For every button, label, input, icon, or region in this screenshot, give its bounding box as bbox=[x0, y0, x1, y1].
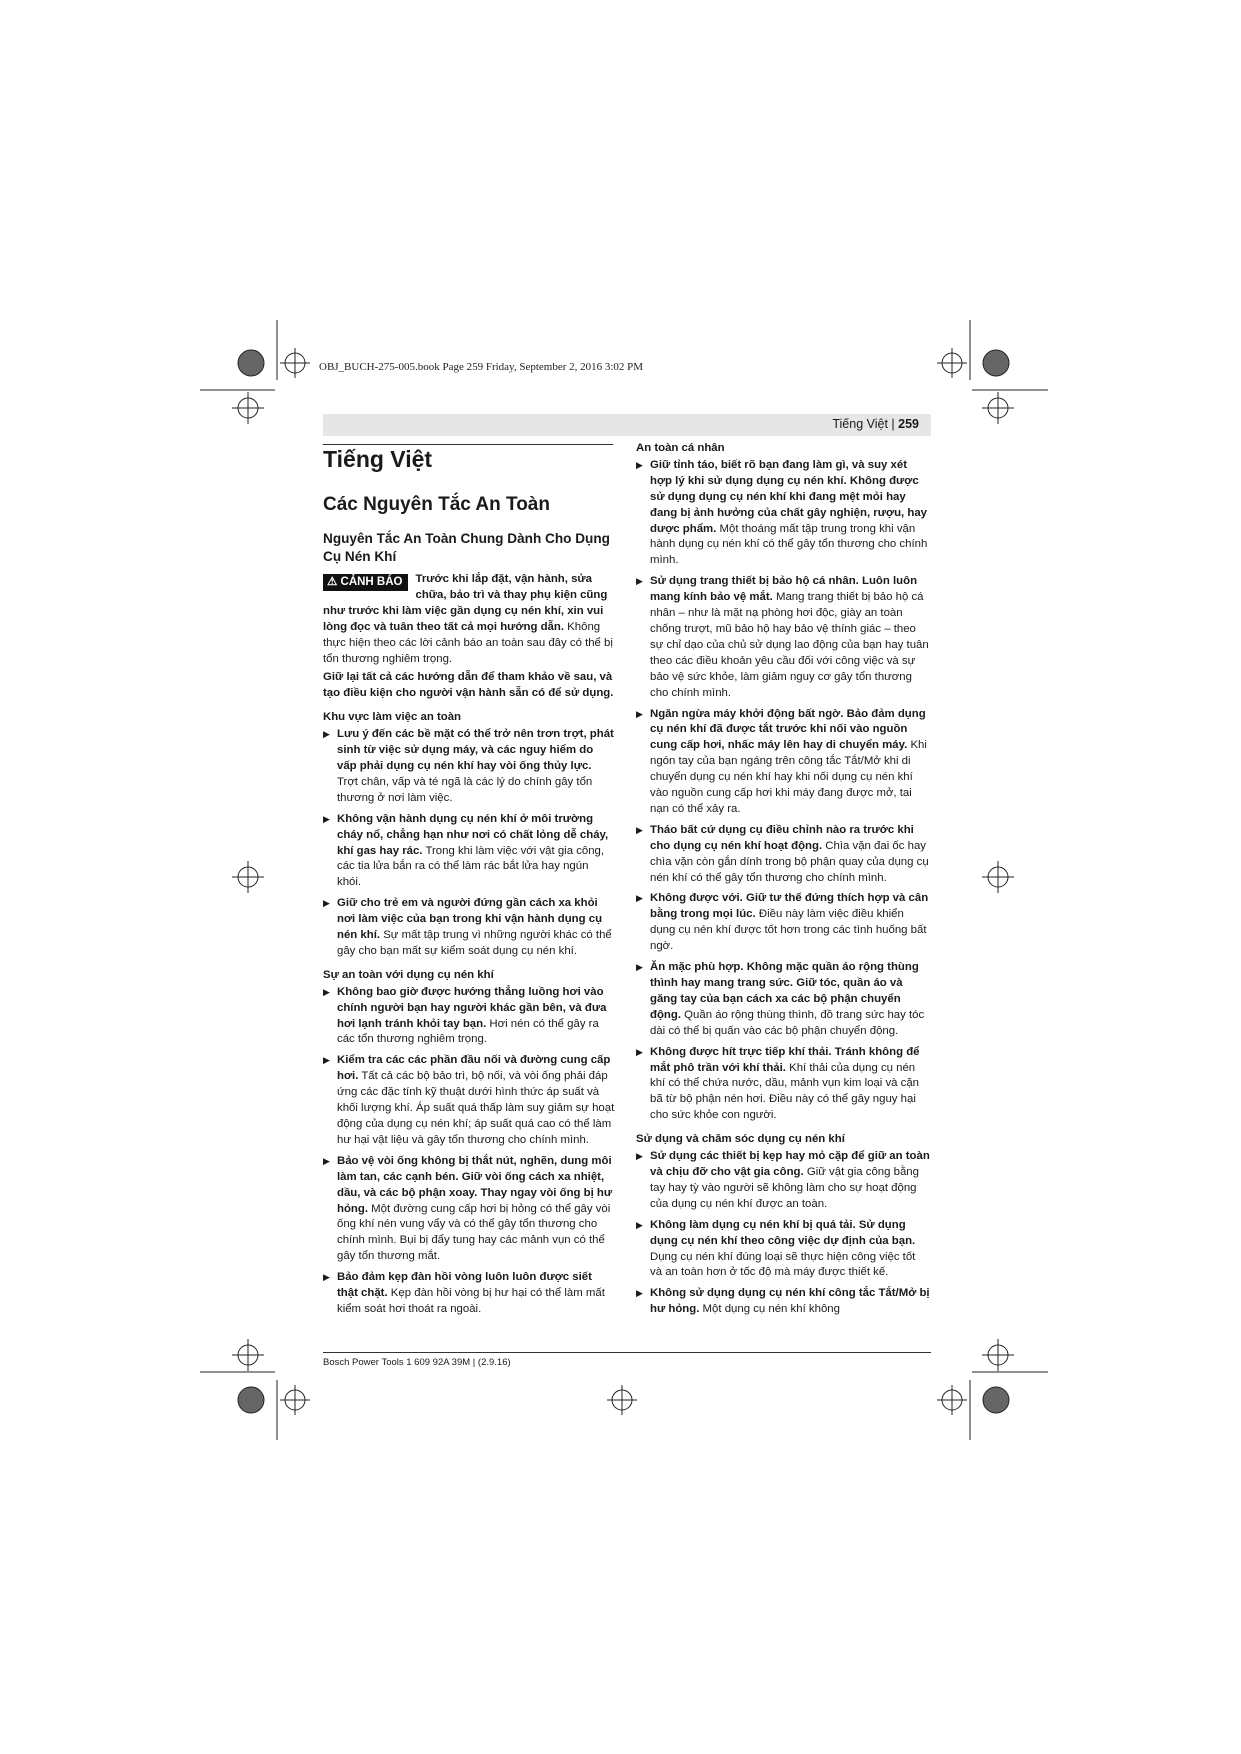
warning-bold: Trước khi lắp đặt, vận hành, sửa chữa, bảo trì và thay phụ kiện cũng như trước khi làm việc gần dụng cụ nén khí, xin vui lòng đọc và tuân theo tất cả mọi hướng dẫn. bbox=[323, 573, 608, 633]
list-item: ▶ Ngăn ngừa máy khởi động bất ngờ. Bảo đảm dụng cụ nén khí đã được tắt trước khi nối vào nguồn cung cấp hơi, nhấc máy lên hay di chuyển máy. Khi ngón tay của bạn ngáng trên công tắc Tắt/Mở khi di chuyển dụng cụ nén khí hay khi nối dụng cụ nén khí vào nguồn cung cấp hơi khi máy đang được mở, tai nạn có thể xảy ra. bbox=[636, 707, 930, 818]
list-item: ▶ Không được hít trực tiếp khí thải. Tránh không để mắt phô trần với khí thải. Khí thải của dụng cụ nén khí có thể chứa nước, dầu, mảnh vụn kim loại và cặn bã từ bộ phận nén hơi. Điều này có thể gây nguy hại cho sức khỏe con người. bbox=[636, 1045, 930, 1125]
warning-badge bbox=[323, 574, 408, 591]
book-info-line: OBJ_BUCH-275-005.book Page 259 Friday, September 2, 2016 3:02 PM bbox=[319, 361, 644, 373]
list-item: ▶ Sử dụng các thiết bị kẹp hay mỏ cặp để giữ an toàn và chịu đỡ cho vật gia công. Giữ vật gia công bằng tay hay tỳ vào người sẽ không làm cho sự hoạt động của dụng cụ nén khí được an toàn. bbox=[636, 1149, 930, 1213]
section-title: Các Nguyên Tắc An Toàn bbox=[323, 494, 550, 515]
warning-paragraph bbox=[323, 572, 615, 667]
right-column bbox=[636, 441, 930, 1323]
list-item: ▶ Sử dụng trang thiết bị bảo hộ cá nhân. Luôn luôn mang kính bảo vệ mắt. Mang trang thiết bị bảo hộ cá nhân – như là mặt nạ phòng hơi độc, giày an toàn chống trượt, mũ bảo hộ hay bảo vệ thính giác – theo sự chỉ dạo của chủ sử dụng lao động của bạn hay tuân theo các điều khoản yêu cầu đối với công việc và sự bảo vệ sức khỏe, làm giảm nguy cơ gây tổn thương cho chính mình. bbox=[636, 574, 930, 701]
list-item: ▶ Bảo đảm kẹp đàn hồi vòng luôn luôn được siết thật chặt. Kẹp đàn hồi vòng bị hư hại có thể làm mất kiểm soát hơi thoát ra ngoài. bbox=[323, 1270, 615, 1318]
list-item: ▶ Không làm dụng cụ nén khí bị quá tải. Sử dụng dụng cụ nén khí theo công việc dự định của bạn. Dụng cụ nén khí đúng loại sẽ thực hiện công việc tốt và an toàn hơn ở tốc độ mà máy được thiết kế. bbox=[636, 1218, 930, 1282]
warning-label: CẢNH BÁO bbox=[340, 576, 403, 588]
footer: Bosch Power Tools 1 609 92A 39M | (2.9.16) bbox=[323, 1357, 511, 1368]
footer-rule bbox=[323, 1352, 931, 1353]
page-header-bar bbox=[323, 414, 931, 436]
list-item: ▶ Giữ cho trẻ em và người đứng gần cách xa khỏi nơi làm việc của bạn trong khi vận hành dụng cụ nén khí. Sự mất tập trung vì những người khác có thể gây cho bạn mất sự kiểm soát dụng cụ nén khí. bbox=[323, 896, 615, 960]
page-number: 259 bbox=[898, 417, 919, 431]
general-safety-heading: Nguyên Tắc An Toàn Chung Dành Cho Dụng Cụ Nén Khí bbox=[323, 531, 610, 564]
page-title: Tiếng Việt bbox=[323, 446, 433, 472]
tool-safety-heading: Sự an toàn với dụng cụ nén khí bbox=[323, 968, 494, 981]
list-item: ▶ Tháo bất cứ dụng cụ điều chỉnh nào ra trước khi cho dụng cụ nén khí hoạt động. Chìa vặn đai ốc hay chìa vặn còn gắn dính trong bộ phận quay của dụng cụ nén khí có thể gây tổn thương cho chính mình. bbox=[636, 823, 930, 887]
warning-text: Không thực hiện theo các lời cảnh báo an toàn sau đây có thể bị tổn thương nghiêm trọng. bbox=[323, 620, 613, 665]
page-header bbox=[832, 417, 919, 431]
keep-instructions: Giữ lại tất cả các hướng dẫn để tham khảo về sau, và tạo điều kiện cho người vận hành sẵn có để sử dụng. bbox=[323, 671, 614, 700]
personal-safety-heading: An toàn cá nhân bbox=[636, 442, 725, 454]
header-language: Tiếng Việt bbox=[832, 417, 888, 431]
list-item: ▶ Không được với. Giữ tư thế đứng thích hợp và cân bằng trong mọi lúc. Điều này làm việc điều khiển dụng cụ nén khí được tốt hơn trong các tình huống bất ngờ. bbox=[636, 891, 930, 955]
list-item: ▶ Bảo vệ vòi ống không bị thắt nút, nghẽn, dung môi làm tan, các cạnh bén. Giữ vòi ống cách xa nhiệt, dầu, và các bộ phận xoay. Thay ngay vòi ống bị hư hỏng. Một đường cung cấp hơi bị hỏng có thể gây vòi ống khí nén vung vẩy và có thể gây tổn thương cho chính mình. Bụi bị đẩy tung hay các mảnh vụn có thể gây tổn thương mắt. bbox=[323, 1154, 615, 1265]
left-column-top-rule bbox=[323, 444, 613, 445]
left-column bbox=[323, 446, 615, 1323]
use-care-heading: Sử dụng và chăm sóc dụng cụ nén khí bbox=[636, 1133, 845, 1146]
list-item: ▶ Không bao giờ được hướng thẳng luồng hơi vào chính người bạn hay người khác gần bên, và đưa hơi lạnh tránh khỏi tay bạn. Hơi nén có thể gây ra các tổn thương nghiêm trọng. bbox=[323, 985, 615, 1049]
list-item: ▶ Kiểm tra các các phần đầu nối và đường cung cấp hơi. Tất cả các bộ bảo trì, bộ nối, và vòi ống phải đáp ứng các đặc tính kỹ thuật dưới hình thức áp suất và khối lượng khí. Áp suất quá thấp làm suy giảm sự hoạt động của dụng cụ nén khí; áp suất quá cao có thể làm hư hại vật liệu và gây tổn thương cho chính mình. bbox=[323, 1053, 615, 1148]
list-item: ▶ Ăn mặc phù hợp. Không mặc quần áo rộng thùng thình hay mang trang sức. Giữ tóc, quần áo và găng tay của bạn cách xa các bộ phận chuyển động. Quần áo rộng thùng thình, đồ trang sức hay tóc dài có thể bị quấn vào các bộ phận chuyển động. bbox=[636, 960, 930, 1040]
list-item: ▶ Giữ tỉnh táo, biết rõ bạn đang làm gì, và suy xét hợp lý khi sử dụng dụng cụ nén khí. Không được sử dụng dụng cụ nén khí khi đang mệt mỏi hay đang bị ảnh hưởng của chất gây nghiện, rượu, hay dược phẩm. Một thoáng mất tập trung trong khi vận hành dụng cụ nén khí có thể gây tổn thương cho chính mình. bbox=[636, 458, 930, 569]
list-item: ▶ Lưu ý đến các bề mặt có thể trở nên trơn trợt, phát sinh từ việc sử dụng máy, và các nguy hiểm do vấp phải dụng cụ nén khí hay vòi ống thủy lực. Trợt chân, vấp và té ngã là các lý do chính gây tổn thương ở nơi làm việc. bbox=[323, 727, 615, 807]
header-separator: | bbox=[887, 417, 899, 431]
warning-triangle-icon: ⚠ bbox=[327, 576, 338, 588]
list-item: ▶ Không sử dụng dụng cụ nén khí công tắc Tắt/Mở bị hư hỏng. Một dụng cụ nén khí không bbox=[636, 1286, 930, 1318]
list-item: ▶ Không vận hành dụng cụ nén khí ở môi trường cháy nổ, chẳng hạn như nơi có chất lỏng dễ cháy, khí gas hay rác. Trong khi làm việc với vật gia công, các tia lửa bắn ra có thể làm rác bắt lửa hay ngún khói. bbox=[323, 812, 615, 892]
work-area-heading: Khu vực làm việc an toàn bbox=[323, 711, 462, 724]
